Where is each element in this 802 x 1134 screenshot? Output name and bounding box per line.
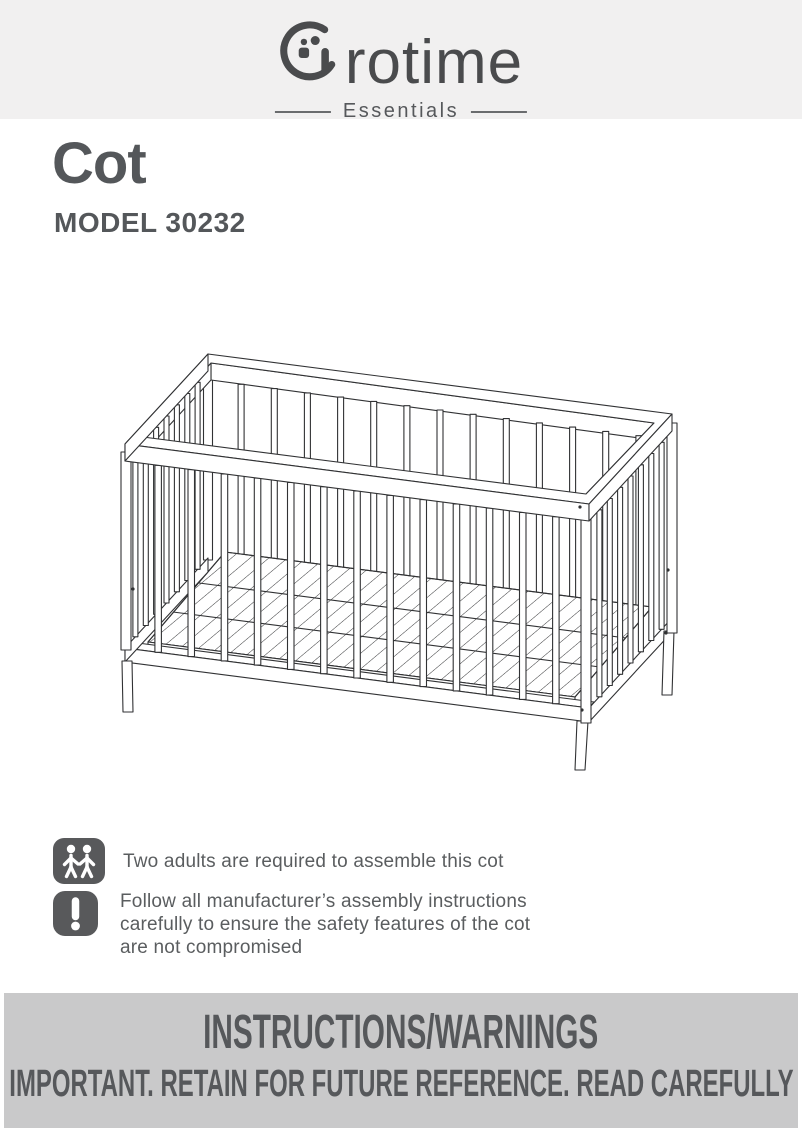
cot-front-left-post bbox=[121, 452, 131, 650]
instructions-warnings-banner bbox=[4, 993, 798, 1128]
two-adults-icon bbox=[53, 838, 105, 884]
note-follow-instructions bbox=[53, 891, 540, 959]
brand-sub-label: Essentials bbox=[342, 100, 460, 122]
model-number: MODEL 30232 bbox=[54, 207, 246, 238]
banner-title: INSTRUCTIONS/WARNINGS bbox=[203, 1006, 599, 1059]
note-follow-instructions-text: Follow all manufacturer’s assembly instructions carefully to ensure the safety features of the cot are not compromised bbox=[120, 891, 531, 958]
cot-back-right-post bbox=[667, 423, 677, 633]
brand-name: rotime bbox=[344, 28, 524, 97]
page-title: Cot bbox=[52, 131, 146, 196]
banner-subtitle: IMPORTANT. RETAIN FOR FUTURE REFERENCE. READ CAREFULLY bbox=[8, 1063, 794, 1105]
note-two-adults-text: Two adults are required to assemble this cot bbox=[123, 851, 504, 872]
warning-exclamation-icon bbox=[53, 891, 98, 936]
cot-front-right-post bbox=[581, 512, 591, 723]
note-two-adults bbox=[53, 838, 543, 884]
